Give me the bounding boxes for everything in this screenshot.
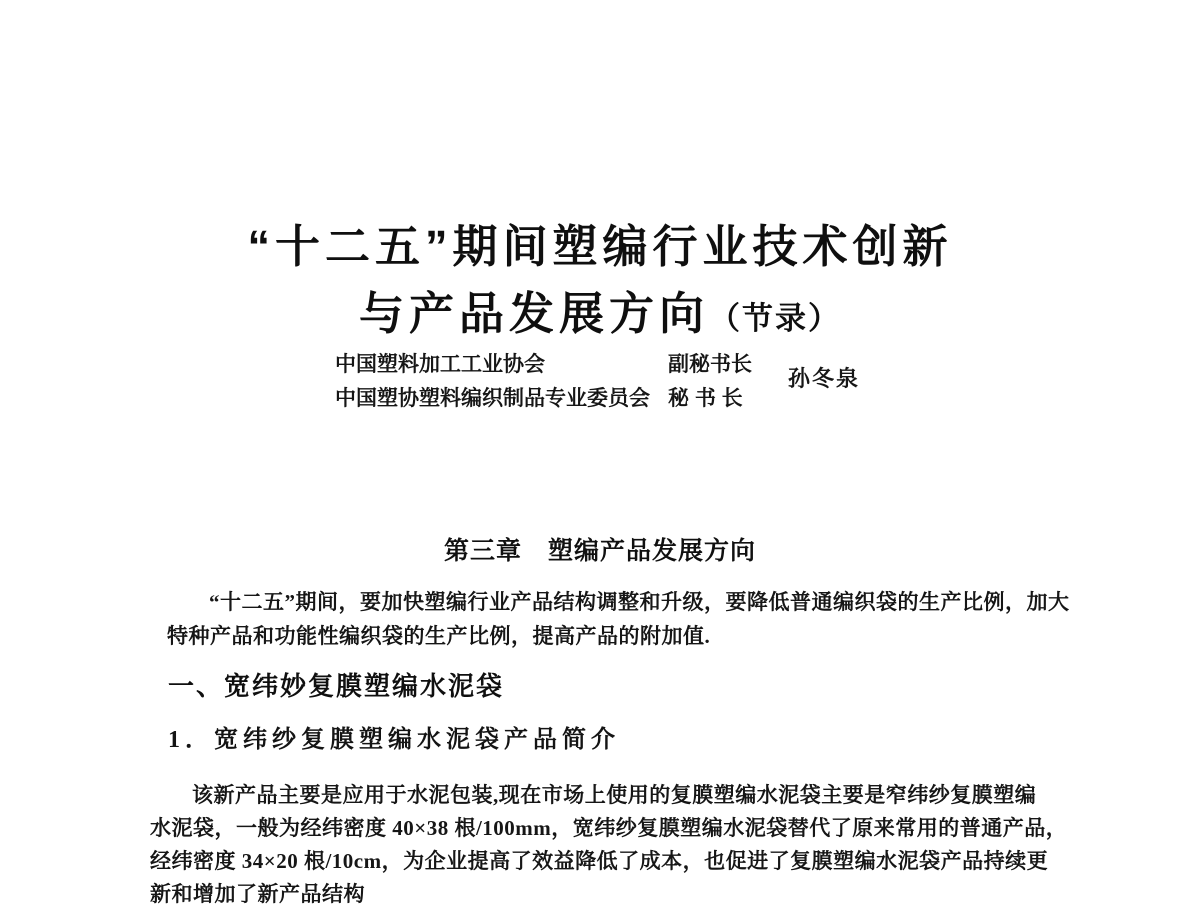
document-title-line-2 <box>0 277 1200 342</box>
chapter-intro-paragraph <box>167 585 1070 653</box>
paragraph-line: 经纬密度 34×20 根/10cm，为企业提高了效益降低了成本，也促进了复膜塑编水泥袋产品持续更 <box>150 849 1049 873</box>
title-line-2-main: 与产品发展方向 <box>358 288 709 339</box>
byline <box>335 346 752 414</box>
section-1-heading: 一、宽纬妙复膜塑编水泥袋 <box>168 671 505 701</box>
byline-row-2 <box>335 380 752 414</box>
author-name: 孙冬泉 <box>788 366 861 391</box>
subsection-1-1-heading: 1．宽纬纱复膜塑编水泥袋产品简介 <box>168 727 620 753</box>
title-excerpt-note: （节录） <box>709 301 841 336</box>
organization-name-1: 中国塑料加工工业协会 <box>335 353 545 376</box>
paragraph-line-cutoff: 新和增加了新产品结构 <box>150 882 365 906</box>
paragraph-line: 该新产品主要是应用于水泥包装,现在市场上使用的复膜塑编水泥袋主要是窄纬纱复膜塑编 <box>192 783 1037 807</box>
author-role-2: 秘 书 长 <box>668 387 743 410</box>
author-role-1: 副秘书长 <box>668 353 752 376</box>
document-title-line-1: “十二五”期间塑编行业技术创新 <box>247 221 953 272</box>
section-1-paragraph <box>150 779 1068 911</box>
organization-name-2: 中国塑协塑料编织制品专业委员会 <box>335 387 650 410</box>
byline-row-1 <box>335 346 752 380</box>
paragraph-line: 特种产品和功能性编织袋的生产比例，提高产品的附加值. <box>167 624 711 648</box>
paragraph-line: 水泥袋，一般为经纬密度 40×38 根/100mm，宽纬纱复膜塑编水泥袋替代了原来常用的普通产品， <box>150 816 1068 840</box>
paragraph-line: “十二五”期间，要加快塑编行业产品结构调整和升级，要降低普通编织袋的生产比例，加大 <box>209 590 1070 614</box>
chapter-heading: 第三章 塑编产品发展方向 <box>443 537 756 565</box>
